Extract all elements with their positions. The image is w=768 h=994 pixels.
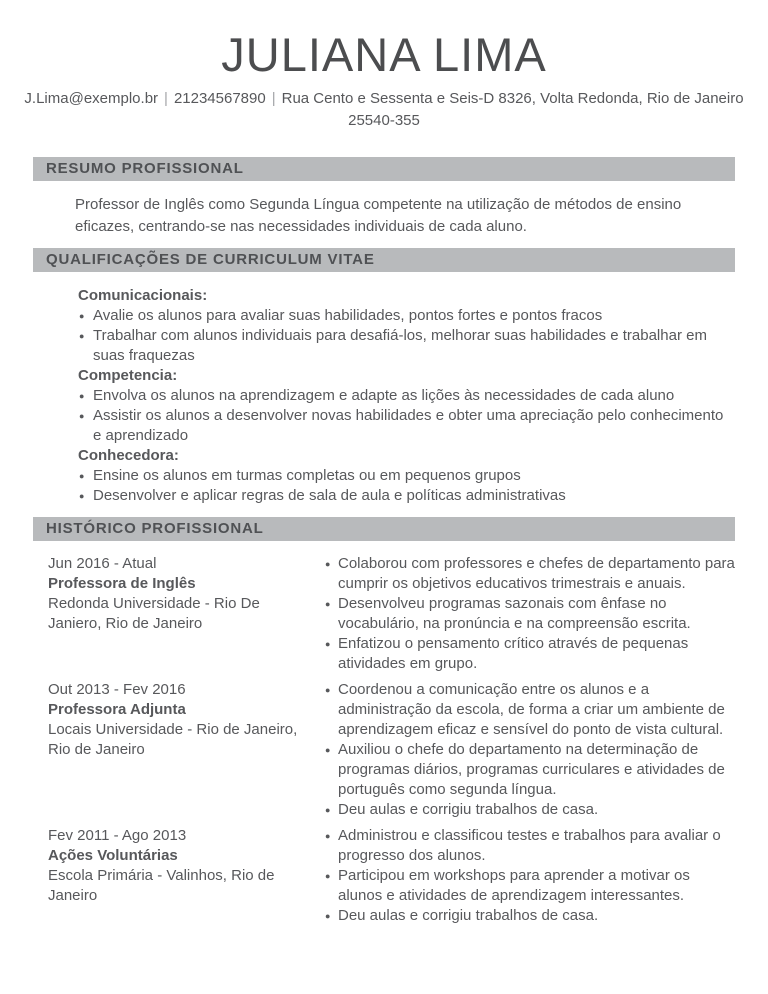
job-entry — [33, 554, 735, 674]
bullet-item — [325, 680, 735, 740]
bullet-text: Trabalhar com alunos individuais para desafiá-los, melhorar suas habilidades e trabalhar em suas fraquezas — [93, 327, 707, 364]
qualification-group — [78, 446, 735, 506]
qualification-category-heading: Conhecedora: — [78, 447, 179, 464]
bullet-text: Ensine os alunos em turmas completas ou em pequenos grupos — [93, 467, 521, 484]
bullet-item — [325, 594, 735, 634]
bullet-item — [325, 826, 735, 866]
bullet-text: Colaborou com professores e chefes de departamento para cumprir os objetivos educativos trimestrais e anuais. — [338, 555, 735, 592]
bullet-text: Enfatizou o pensamento crítico através de pequenas atividades em grupo. — [338, 635, 689, 672]
bullet-dot-icon: ● — [325, 599, 331, 609]
bullet-text: Coordenou a comunicação entre os alunos e a administração da escola, de forma a criar um ambiente de aprendizagem eficaz e sensível do ponto de vista cultural. — [338, 681, 725, 738]
bullet-item — [78, 406, 735, 446]
bullet-text: Deu aulas e corrigiu trabalhos de casa. — [338, 907, 599, 924]
bullet-text: Deu aulas e corrigiu trabalhos de casa. — [338, 801, 599, 818]
summary-text: Professor de Inglês como Segunda Língua competente na utilização de métodos de ensino eficazes, centrando-se nas necessidades individuais de cada aluno. — [75, 196, 682, 235]
bullet-dot-icon: ● — [79, 471, 85, 481]
section-header-historico: HISTÓRICO PROFISSIONAL — [33, 517, 735, 541]
job-employer-location: Redonda Universidade - Rio De Janiero, Rio de Janeiro — [48, 595, 260, 632]
bullet-dot-icon: ● — [325, 831, 331, 841]
bullet-dot-icon: ● — [79, 311, 85, 321]
bullet-text: Auxiliou o chefe do departamento na determinação de programas diários, programas curriculares e atividades de português como segunda língua. — [338, 741, 725, 798]
bullet-text: Envolva os alunos na aprendizagem e adapte as lições às necessidades de cada aluno — [93, 387, 675, 404]
bullet-text: Desenvolveu programas sazonais com ênfase no vocabulário, na pronúncia e na compreensão escrita. — [338, 595, 691, 632]
job-dates: Jun 2016 - Atual — [48, 555, 157, 572]
qualification-bullet-list — [78, 466, 735, 506]
bullet-text: Administrou e classificou testes e trabalhos para avaliar o progresso dos alunos. — [338, 827, 721, 864]
contact-phone: 21234567890 — [173, 90, 266, 107]
job-employer-location: Escola Primária - Valinhos, Rio de Janeiro — [48, 867, 275, 904]
job-entry — [33, 680, 735, 820]
bullet-dot-icon: ● — [325, 871, 331, 881]
bullet-item — [325, 866, 735, 906]
section-header-qualificacoes: QUALIFICAÇÕES DE CURRICULUM VITAE — [33, 248, 735, 272]
contact-email: J.Lima@exemplo.br — [24, 90, 159, 107]
job-meta — [48, 554, 325, 674]
job-title: Professora de Inglês — [48, 575, 196, 592]
section-historico-profissional — [33, 517, 735, 926]
job-dates: Fev 2011 - Ago 2013 — [48, 827, 187, 844]
bullet-item — [78, 386, 735, 406]
bullet-dot-icon: ● — [79, 491, 85, 501]
bullet-item — [78, 306, 735, 326]
bullet-item — [325, 634, 735, 674]
job-title: Professora Adjunta — [48, 701, 186, 718]
section-resumo-profissional — [33, 157, 735, 238]
bullet-text: Desenvolver e aplicar regras de sala de aula e políticas administrativas — [93, 487, 566, 504]
bullet-dot-icon: ● — [325, 911, 331, 921]
candidate-name: JULIANA LIMA — [221, 28, 547, 81]
qualification-bullet-list — [78, 306, 735, 366]
job-employer-location: Locais Universidade - Rio de Janeiro, Rio de Janeiro — [48, 721, 298, 758]
section-header-resumo: RESUMO PROFISSIONAL — [33, 157, 735, 181]
contact-separator: | — [164, 90, 168, 107]
bullet-item — [325, 906, 735, 926]
bullet-text: Participou em workshops para aprender a motivar os alunos e atividades de aprendizagem interessantes. — [338, 867, 690, 904]
bullet-dot-icon: ● — [79, 391, 85, 401]
bullet-item — [78, 466, 735, 486]
bullet-dot-icon: ● — [325, 685, 331, 695]
bullet-item — [78, 486, 735, 506]
job-duty-list — [325, 554, 735, 674]
bullet-dot-icon: ● — [79, 331, 85, 341]
section-qualificacoes — [33, 248, 735, 506]
job-duty-list — [325, 680, 735, 820]
qualification-category-heading: Comunicacionais: — [78, 287, 208, 304]
contact-info-line — [0, 88, 768, 110]
job-meta — [48, 826, 325, 926]
bullet-item — [78, 326, 735, 366]
contact-postal-code: 25540-355 — [348, 112, 420, 129]
bullet-dot-icon: ● — [325, 559, 331, 569]
job-dates: Out 2013 - Fev 2016 — [48, 681, 186, 698]
bullet-dot-icon: ● — [325, 745, 331, 755]
contact-separator: | — [271, 90, 276, 107]
qualifications-list — [78, 286, 735, 506]
bullet-text: Assistir os alunos a desenvolver novas habilidades e obter uma apreciação pelo conhecimento e aprendizado — [93, 407, 724, 444]
job-entry — [33, 826, 735, 926]
bullet-dot-icon: ● — [325, 639, 331, 649]
contact-address: Rua Cento e Sessenta e Seis-D 8326, Volta Redonda, Rio de Janeiro — [281, 90, 744, 107]
bullet-item — [325, 800, 735, 820]
bullet-dot-icon: ● — [325, 805, 331, 815]
job-meta — [48, 680, 325, 820]
bullet-dot-icon: ● — [79, 411, 85, 421]
bullet-item — [325, 740, 735, 800]
bullet-item — [325, 554, 735, 594]
job-title: Ações Voluntárias — [48, 847, 178, 864]
qualification-group — [78, 286, 735, 366]
qualification-category-heading: Competencia: — [78, 367, 178, 384]
job-duty-list — [325, 826, 735, 926]
qualification-group — [78, 366, 735, 446]
qualification-bullet-list — [78, 386, 735, 446]
job-history-list — [33, 554, 735, 926]
bullet-text: Avalie os alunos para avaliar suas habilidades, pontos fortes e pontos fracos — [93, 307, 603, 324]
resume-header — [0, 28, 768, 132]
